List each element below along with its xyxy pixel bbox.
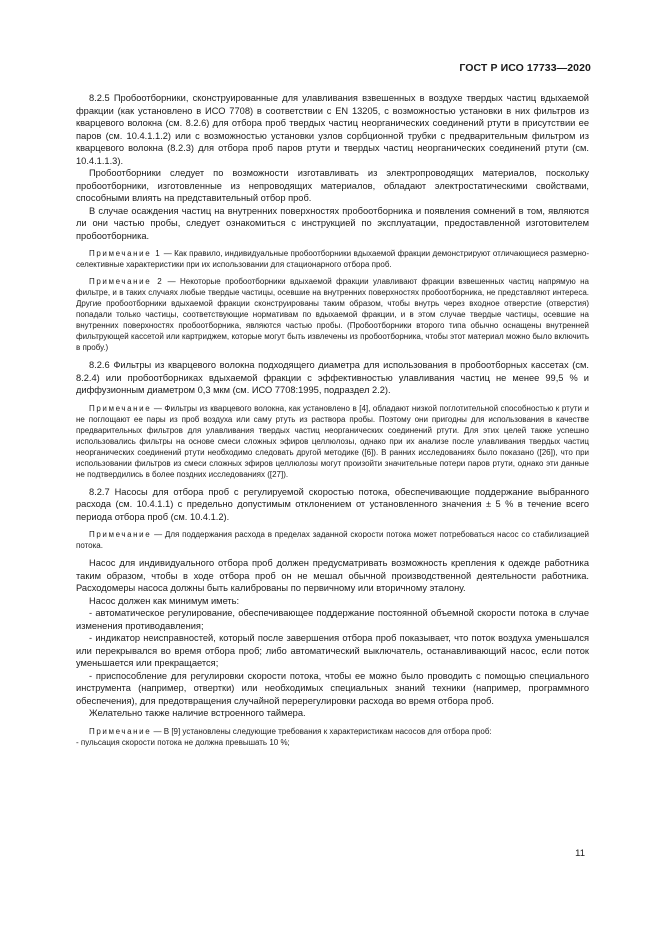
note-flow-text: — Для поддержания расхода в пределах заданной скорости потока может потребоваться насос со стабилизацией потока.	[76, 530, 589, 550]
paragraph-pump-minimum: Насос должен как минимум иметь:	[89, 595, 240, 606]
note-flow-stabilization	[76, 529, 589, 551]
note-pump-text: — В [9] установлены следующие требования к характеристикам насосов для отбора проб:	[151, 726, 492, 736]
note-2	[76, 276, 589, 353]
paragraph-conductive-materials: Пробоотборники следует по возможности изготавливать из электропроводящих материалов, поскольку пробоотборники, изготовленные из непроводящих материалов, обладают электростатическими свойствами, способными влиять на представительный отбор проб.	[76, 168, 589, 203]
note-1	[76, 248, 589, 270]
note-2-label: Примечание 2	[89, 277, 164, 286]
document-body	[76, 92, 589, 748]
note-quartz-filters	[76, 403, 589, 480]
note-pump-label: Примечание	[89, 726, 152, 736]
paragraph-pump-mounting: Насос для индивидуального отбора проб должен предусматривать возможность крепления к одежде работника таким образом, чтобы в ходе отбора проб он не мешал обычной производственной деятельности работника. Расходомеры насоса должны быть калиброваны по первичному или вторичному эталону.	[76, 558, 589, 593]
note-flow-label: Примечание	[89, 530, 152, 539]
note-quartz-label: Примечание	[89, 403, 152, 413]
paragraph-8-2-7: 8.2.7 Насосы для отбора проб с регулируемой скоростью потока, обеспечивающие поддержание выбранного расхода (см. 10.4.1.1) с предельно допустимым отклонением от установленного значения ± 5 % в течение всего периода отбора проб (см. 10.4.1.2).	[76, 486, 589, 522]
note-1-label: Примечание 1	[89, 249, 162, 258]
note-2-text: — Некоторые пробоотборники вдыхаемой фракции улавливают фракции взвешенных частиц напрямую на фильтре, и в таких случаях любые твердые частицы, осевшие на внутренних поверхностях пробоотборника, не представляют интереса. Другие пробоотборники вдыхаемой фракции сконструированы таким образом, чтобы внутрь через входное отверстие (отверстия) попадали только частицы, соответствующие нормативам по вдыхаемой фракции, и в этом случае твердые частицы, осевшие на внутренних поверхностях пробоотборника, являются частью пробы. (Пробоотборники второго типа обычно оснащены внутренней фильтрующей кассетой или картриджем, которые могут быть извлечены из пробоотборника, чтобы этот материал можно было включить в пробу.)	[76, 277, 589, 352]
note-pump-requirements	[76, 726, 589, 737]
page-number: 11	[575, 848, 585, 859]
standard-header: ГОСТ Р ИСО 17733—2020	[459, 62, 591, 74]
paragraph-pump-timer: Желательно также наличие встроенного таймера.	[89, 708, 306, 718]
note-1-text: — Как правило, индивидуальные пробоотборники вдыхаемой фракции демонстрируют отличающиеся размерно-селективные характеристики при их использовании для стационарного отбора проб.	[76, 249, 589, 269]
paragraph-pump-fault-indicator: - индикатор неисправностей, который после завершения отбора проб показывает, что поток воздуха уменьшался или перекрывался во время отбора проб; либо автоматический выключатель, останавливающий насос, если поток уменьшается или прекращается;	[76, 633, 589, 668]
paragraph-pump-auto-regulation: - автоматическое регулирование, обеспечивающее поддержание постоянной объемной скорости потока в случае изменения противодавления;	[76, 608, 589, 631]
paragraph-particle-deposition: В случае осаждения частиц на внутренних поверхностях пробоотборника и появления сомнений в том, являются ли они частью пробы, следует ознакомиться с инструкцией по эксплуатации, предоставленной изготовителем пробоотборника.	[76, 205, 589, 241]
paragraph-8-2-6: 8.2.6 Фильтры из кварцевого волокна подходящего диаметра для использования в пробоотборных кассетах (см. 8.2.4) или пробоотборниках вдыхаемой фракции с эффективностью улавливания частиц не менее 99,5 % и диффузионным диаметром 0,3 мкм (см. ИСО 7708:1995, подраздел 2.2).	[76, 360, 589, 395]
paragraph-pump-adjustment: - приспособление для регулировки скорости потока, чтобы ее можно было проводить с помощью специального инструмента (например, отвертки) или необходимых специальных знаний техники (например, программного обеспечения), для предотвращения случайной перерегулировки расхода во время отбора проб.	[76, 670, 589, 706]
note-pump-pulsation: - пульсация скорости потока не должна превышать 10 %;	[76, 737, 290, 747]
note-quartz-text: — Фильтры из кварцевого волокна, как установлено в [4], обладают низкой поглотительной способностью к ртути и не поглощают ее пары из проб воздуха или саму ртуть из раствора пробы. Поэтому они пригодны для использования в качестве предварительных фильтров для улавливания твердых частиц неорганических соединений ртути. Для этих целей также успешно использовались фильтры на основе смеси сложных эфиров целлюлозы, однако при их анализе после улавливания твердых частиц неорганических соединений ртути необходимо следовать другой методике ([6]). В ранних исследованиях было показано ([26]), что при использовании фильтров из смеси сложных эфиров целлюлозы могут произойти значительные потери паров ртути, однако эти данные не подтвердились в более поздних исследованиях ([27]).	[76, 403, 589, 479]
paragraph-8-2-5: 8.2.5 Пробоотборники, сконструированные для улавливания взвешенных в воздухе твердых частиц вдыхаемой фракции (как установлено в ИСО 7708) в соответствии с EN 13205, с возможностью установки в них фильтров из кварцевого волокна (см. 8.2.6) для отбора проб твердых частиц неорганических соединений ртути в присутствии ее паров (см. 10.4.1.1.2) или с возможностью установки узлов сорбционной трубки с предварительным фильтром из кварцевого волокна (8.2.3) для отбора проб паров ртути и твердых частиц неорганических соединений ртути (см. 10.4.1.1.3).	[76, 93, 589, 166]
